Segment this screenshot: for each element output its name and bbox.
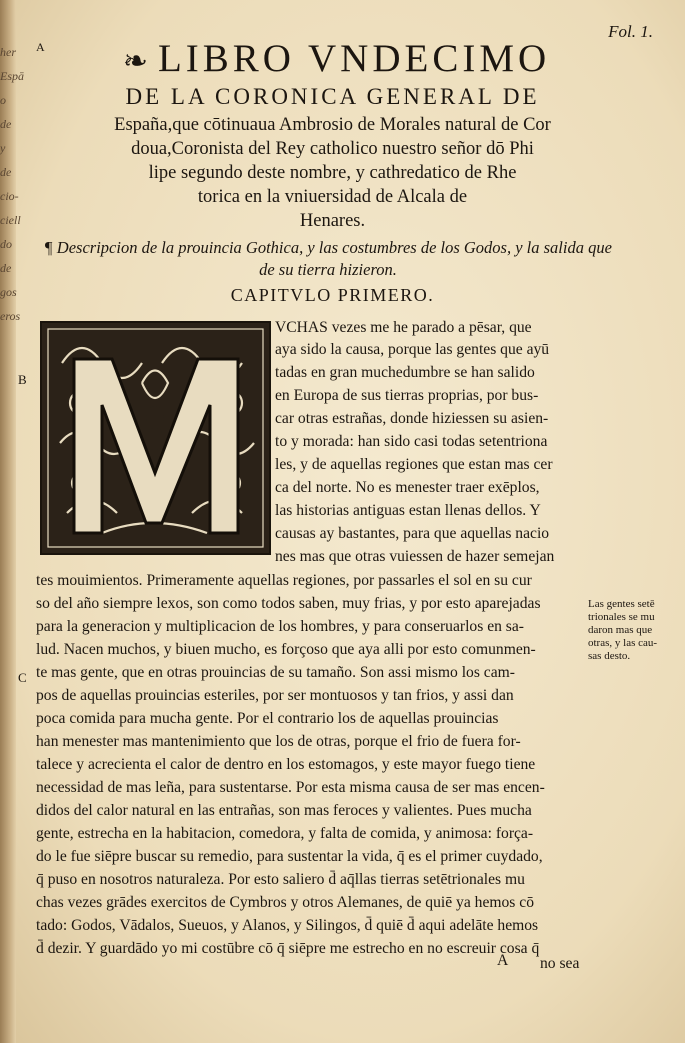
folio-number: Fol. 1. xyxy=(608,22,653,41)
body-line: nes mas que otras vuiessen de hazer semejan xyxy=(275,548,555,565)
chapter-description: de su tierra hizieron. xyxy=(259,260,397,279)
chapter-description: ¶ Descripcion de la prouincia Gothica, y las costumbres de los Godos, y la salida que xyxy=(44,238,612,257)
body-line: car otras estrañas, donde hiziessen su asien- xyxy=(275,410,549,427)
body-line: te mas gente, que en otras prouincias de su tamaño. Son assi mismo los cam- xyxy=(36,664,515,681)
body-line: poca comida para mucha gente. Por el contrario los de aquellas prouincias xyxy=(36,710,499,727)
previous-page-margin xyxy=(0,40,24,328)
signature-mark: A xyxy=(36,40,45,54)
body-line: pos de aquellas prouincias esteriles, por ser montuosos y tan frios, y assi dan xyxy=(36,687,514,704)
body-line: gente, estrecha en la habitacion, comedora, y falta de comida, y animosa: força- xyxy=(36,825,534,842)
fleuron-icon: ❧ xyxy=(122,45,152,78)
body-line: han menester mas mantenimiento que los de otras, porque el frio de fuera for- xyxy=(36,733,521,750)
subtitle-line: doua,Coronista del Rey catholico nuestro señor dō Phi xyxy=(131,139,534,159)
subtitle-line: lipe segundo deste nombre, y cathredatico de Rhe xyxy=(148,163,517,183)
body-line: ca del norte. No es menester traer exēplos, xyxy=(275,479,540,496)
margin-letter-b: B xyxy=(18,372,27,387)
body-line: causas ay bastantes, para que aquellas nacio xyxy=(275,525,550,542)
body-line: chas vezes grādes exercitos de Cymbros y otros Alemanes, de quiē ya hemos cō xyxy=(36,894,534,911)
body-line: VCHAS vezes me he parado a pēsar, que xyxy=(275,319,532,336)
previous-page-fragment: o de xyxy=(0,93,12,131)
previous-page-fragment: do xyxy=(0,237,12,251)
body-line: tes mouimientos. Primeramente aquellas regiones, por passarles el sol en su cur xyxy=(36,572,532,589)
book-title xyxy=(44,36,629,81)
body-line: en Europa de sus tierras proprias, por bus- xyxy=(275,387,539,404)
body-line: lud. Nacen muchos, y biuen mucho, es forçoso que aya alli por esto comunmen- xyxy=(36,641,536,658)
previous-page-fragment: y de xyxy=(0,141,12,179)
gloss-line: Las gentes setē xyxy=(588,598,655,610)
previous-page-fragment: Espā xyxy=(0,69,24,83)
previous-page-fragment: cio- xyxy=(0,189,19,203)
book-title-text: LIBRO VNDECIMO xyxy=(157,37,551,80)
body-line: tadas en gran muchedumbre se han salido xyxy=(275,364,535,381)
previous-page-fragment: her xyxy=(0,45,16,59)
body-line: aya sido la causa, porque las gentes que ayū xyxy=(275,341,550,358)
subtitle-line: Henares. xyxy=(299,211,366,231)
body-line: les, y de aquellas regiones que estan mas cer xyxy=(275,456,553,473)
body-line: so del año siempre lexos, son como todos saben, muy frias, y por esto aparejadas xyxy=(36,595,541,612)
gloss-line: sas desto. xyxy=(588,650,631,662)
body-line: to y morada: han sido casi todas setentriona xyxy=(275,433,548,450)
subtitle-line: España,que cōtinuaua Ambrosio de Morales natural de Cor xyxy=(114,115,551,135)
book-title-line2: DE LA CORONICA GENERAL DE xyxy=(125,84,540,109)
body-line: para la generacion y multiplicacion de los hombres, y para conseruarlos en sa- xyxy=(36,618,524,635)
previous-page-fragment: ciell xyxy=(0,213,21,227)
body-line: didos del calor natural en las entrañas, son mas feroces y valientes. Pues mucha xyxy=(36,802,532,819)
body-line: talece y acrecienta el calor de dentro en los estomagos, y este mayor fuego tiene xyxy=(36,756,536,773)
marginal-gloss xyxy=(588,598,680,663)
woodcut-initial-m xyxy=(40,321,271,555)
woodcut-ornament xyxy=(42,323,269,553)
chapter-heading: CAPITVLO PRIMERO. xyxy=(230,285,435,305)
body-line: do le fue siēpre buscar su remedio, para sustentar la vida, q̄ es el primer cuydado, xyxy=(36,848,543,865)
body-line: necessidad de mas leña, para sustentarse. Por esta misma causa de ser mas encen- xyxy=(36,779,545,796)
gloss-line: daron mas que xyxy=(588,624,653,636)
margin-letter-c: C xyxy=(18,670,27,685)
catchword: no sea xyxy=(540,955,580,972)
gloss-line: otras, y las cau- xyxy=(588,637,658,649)
previous-page-fragment: gos xyxy=(0,285,17,299)
body-line: q̄ puso en nosotros naturaleza. Por esto saliero d̄ aq̄llas tierras setētrionales mu xyxy=(36,871,525,888)
previous-page-fragment: de xyxy=(0,261,12,275)
body-line: las historias antiguas estan llenas dellos. Y xyxy=(275,502,541,519)
signature-bottom: A xyxy=(497,952,509,969)
body-line: tado: Godos, Vādalos, Sueuos, y Alanos, y Silingos, d̄ quiē d̄ aqui adelāte hemos xyxy=(36,917,539,934)
subtitle-line: torica en la vniuersidad de Alcala de xyxy=(197,187,468,207)
previous-page-fragment: eros xyxy=(0,309,21,323)
gloss-line: trionales se mu xyxy=(588,611,655,623)
body-line: d̄ dezir. Y guardādo yo mi costūbre cō q̄ siēpre me estrecho en no escreuir cosa q̄ xyxy=(36,940,540,957)
